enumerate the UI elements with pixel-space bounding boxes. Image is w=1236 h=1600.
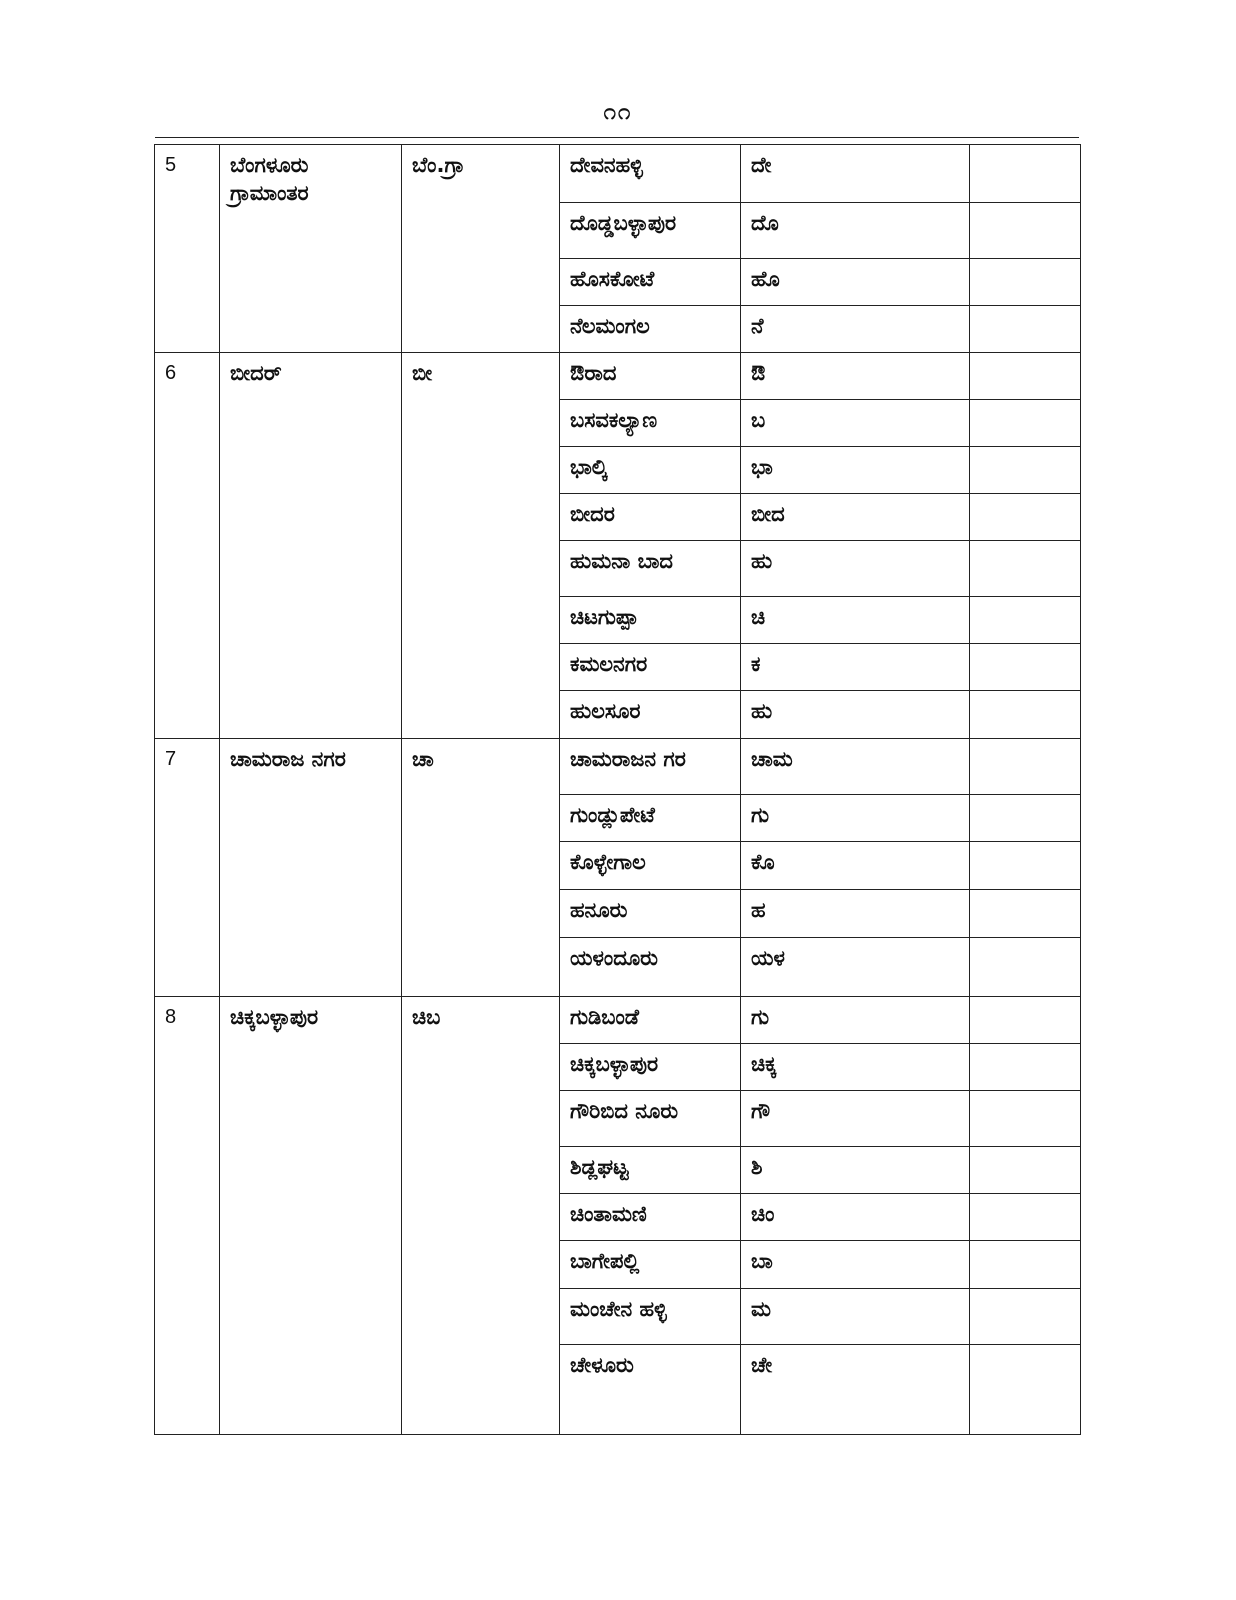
serial-number: 8 [155,997,220,1435]
district-code: ಬೀ [402,353,560,739]
taluk-name: ಗುಂಡ್ಲುಪೇಟೆ [560,795,741,842]
taluk-code: ಯಳ [741,938,970,997]
district-name: ಚಾಮರಾಜ ನಗರ [220,739,402,997]
taluk-code: ಹ [741,890,970,938]
district-code: ಬೆಂ.ಗ್ರಾ [402,145,560,353]
taluk-name: ದೊಡ್ಡಬಳ್ಳಾಪುರ [560,203,741,259]
remark-cell [970,145,1081,203]
taluk-code: ಔ [741,353,970,400]
district-name: ಬೀದರ್ [220,353,402,739]
table-body [155,145,1081,1435]
taluk-name: ಕೊಳ್ಳೇಗಾಲ [560,842,741,890]
taluk-name: ಬಾಗೇಪಲ್ಲಿ [560,1241,741,1289]
taluk-code: ಚಿಂ [741,1194,970,1241]
taluk-name: ಹುಮನಾ ಬಾದ [560,541,741,597]
taluk-code: ಗೌ [741,1091,970,1147]
taluk-name: ಭಾಲ್ಕಿ [560,447,741,494]
taluk-name: ಶಿಡ್ಲಘಟ್ಟ [560,1147,741,1194]
taluk-code: ಭಾ [741,447,970,494]
taluk-name: ಔರಾದ [560,353,741,400]
taluk-code: ಚಿ [741,597,970,644]
taluk-code: ನೆ [741,306,970,353]
remark-cell [970,1091,1081,1147]
remark-cell [970,842,1081,890]
remark-cell [970,400,1081,447]
taluk-name: ಚೇಳೂರು [560,1345,741,1435]
district-code: ಚಾ [402,739,560,997]
taluk-name: ಗೌರಿಬಿದ ನೂರು [560,1091,741,1147]
taluk-code: ಮ [741,1289,970,1345]
remark-cell [970,203,1081,259]
taluk-code: ಗು [741,795,970,842]
taluk-code: ಚೇ [741,1345,970,1435]
taluk-name: ಮಂಚೇನ ಹಳ್ಳಿ [560,1289,741,1345]
district-name: ಬೆಂಗಳೂರು ಗ್ರಾಮಾಂತರ [220,145,402,353]
remark-cell [970,1194,1081,1241]
remark-cell [970,1289,1081,1345]
taluk-code: ಚಿಕ್ಕ [741,1044,970,1091]
district-name: ಚಿಕ್ಕಬಳ್ಳಾಪುರ [220,997,402,1435]
taluk-code: ಬಾ [741,1241,970,1289]
remark-cell [970,795,1081,842]
taluk-code: ಗು [741,997,970,1044]
taluk-name: ಚಿಕ್ಕಬಳ್ಳಾಪುರ [560,1044,741,1091]
remark-cell [970,739,1081,795]
taluk-name: ಯಳಂದೂರು [560,938,741,997]
remark-cell [970,597,1081,644]
serial-number: 7 [155,739,220,997]
header-rule [155,137,1079,138]
taluk-code: ಕೊ [741,842,970,890]
remark-cell [970,447,1081,494]
remark-cell [970,353,1081,400]
remark-cell [970,1147,1081,1194]
taluk-name: ಹುಲಸೂರ [560,691,741,739]
table-row [155,353,1081,400]
remark-cell [970,997,1081,1044]
taluk-name: ಚಿಂತಾಮಣಿ [560,1194,741,1241]
taluk-code: ಚಾಮ [741,739,970,795]
taluk-name: ದೇವನಹಳ್ಳಿ [560,145,741,203]
taluk-code: ಹು [741,691,970,739]
remark-cell [970,691,1081,739]
district-code: ಚಿಬ [402,997,560,1435]
taluk-code: ದೇ [741,145,970,203]
table-row [155,997,1081,1044]
taluk-code: ಶಿ [741,1147,970,1194]
remark-cell [970,938,1081,997]
remark-cell [970,1345,1081,1435]
taluk-name: ಚಾಮರಾಜನ ಗರ [560,739,741,795]
taluk-name: ಚಿಟಗುಪ್ಪಾ [560,597,741,644]
remark-cell [970,494,1081,541]
serial-number: 6 [155,353,220,739]
remark-cell [970,644,1081,691]
taluk-name: ನೆಲಮಂಗಲ [560,306,741,353]
serial-number: 5 [155,145,220,353]
taluk-name: ಕಮಲನಗರ [560,644,741,691]
page-number: ೧೧ [603,100,633,125]
remark-cell [970,306,1081,353]
remark-cell [970,1044,1081,1091]
table-row [155,739,1081,795]
remark-cell [970,541,1081,597]
taluk-code: ಬ [741,400,970,447]
taluk-name: ಹೊಸಕೋಟೆ [560,259,741,306]
taluk-name: ಹನೂರು [560,890,741,938]
remark-cell [970,890,1081,938]
taluk-code: ದೊ [741,203,970,259]
taluk-name: ಬಸವಕಲ್ಯಾಣ [560,400,741,447]
remark-cell [970,1241,1081,1289]
table-row [155,145,1081,203]
taluk-code: ಬೀದ [741,494,970,541]
taluk-code: ಹು [741,541,970,597]
taluk-name: ಗುಡಿಬಂಡೆ [560,997,741,1044]
taluk-code-table [154,144,1081,1435]
taluk-name: ಬೀದರ [560,494,741,541]
taluk-code: ಹೊ [741,259,970,306]
remark-cell [970,259,1081,306]
taluk-code: ಕ [741,644,970,691]
